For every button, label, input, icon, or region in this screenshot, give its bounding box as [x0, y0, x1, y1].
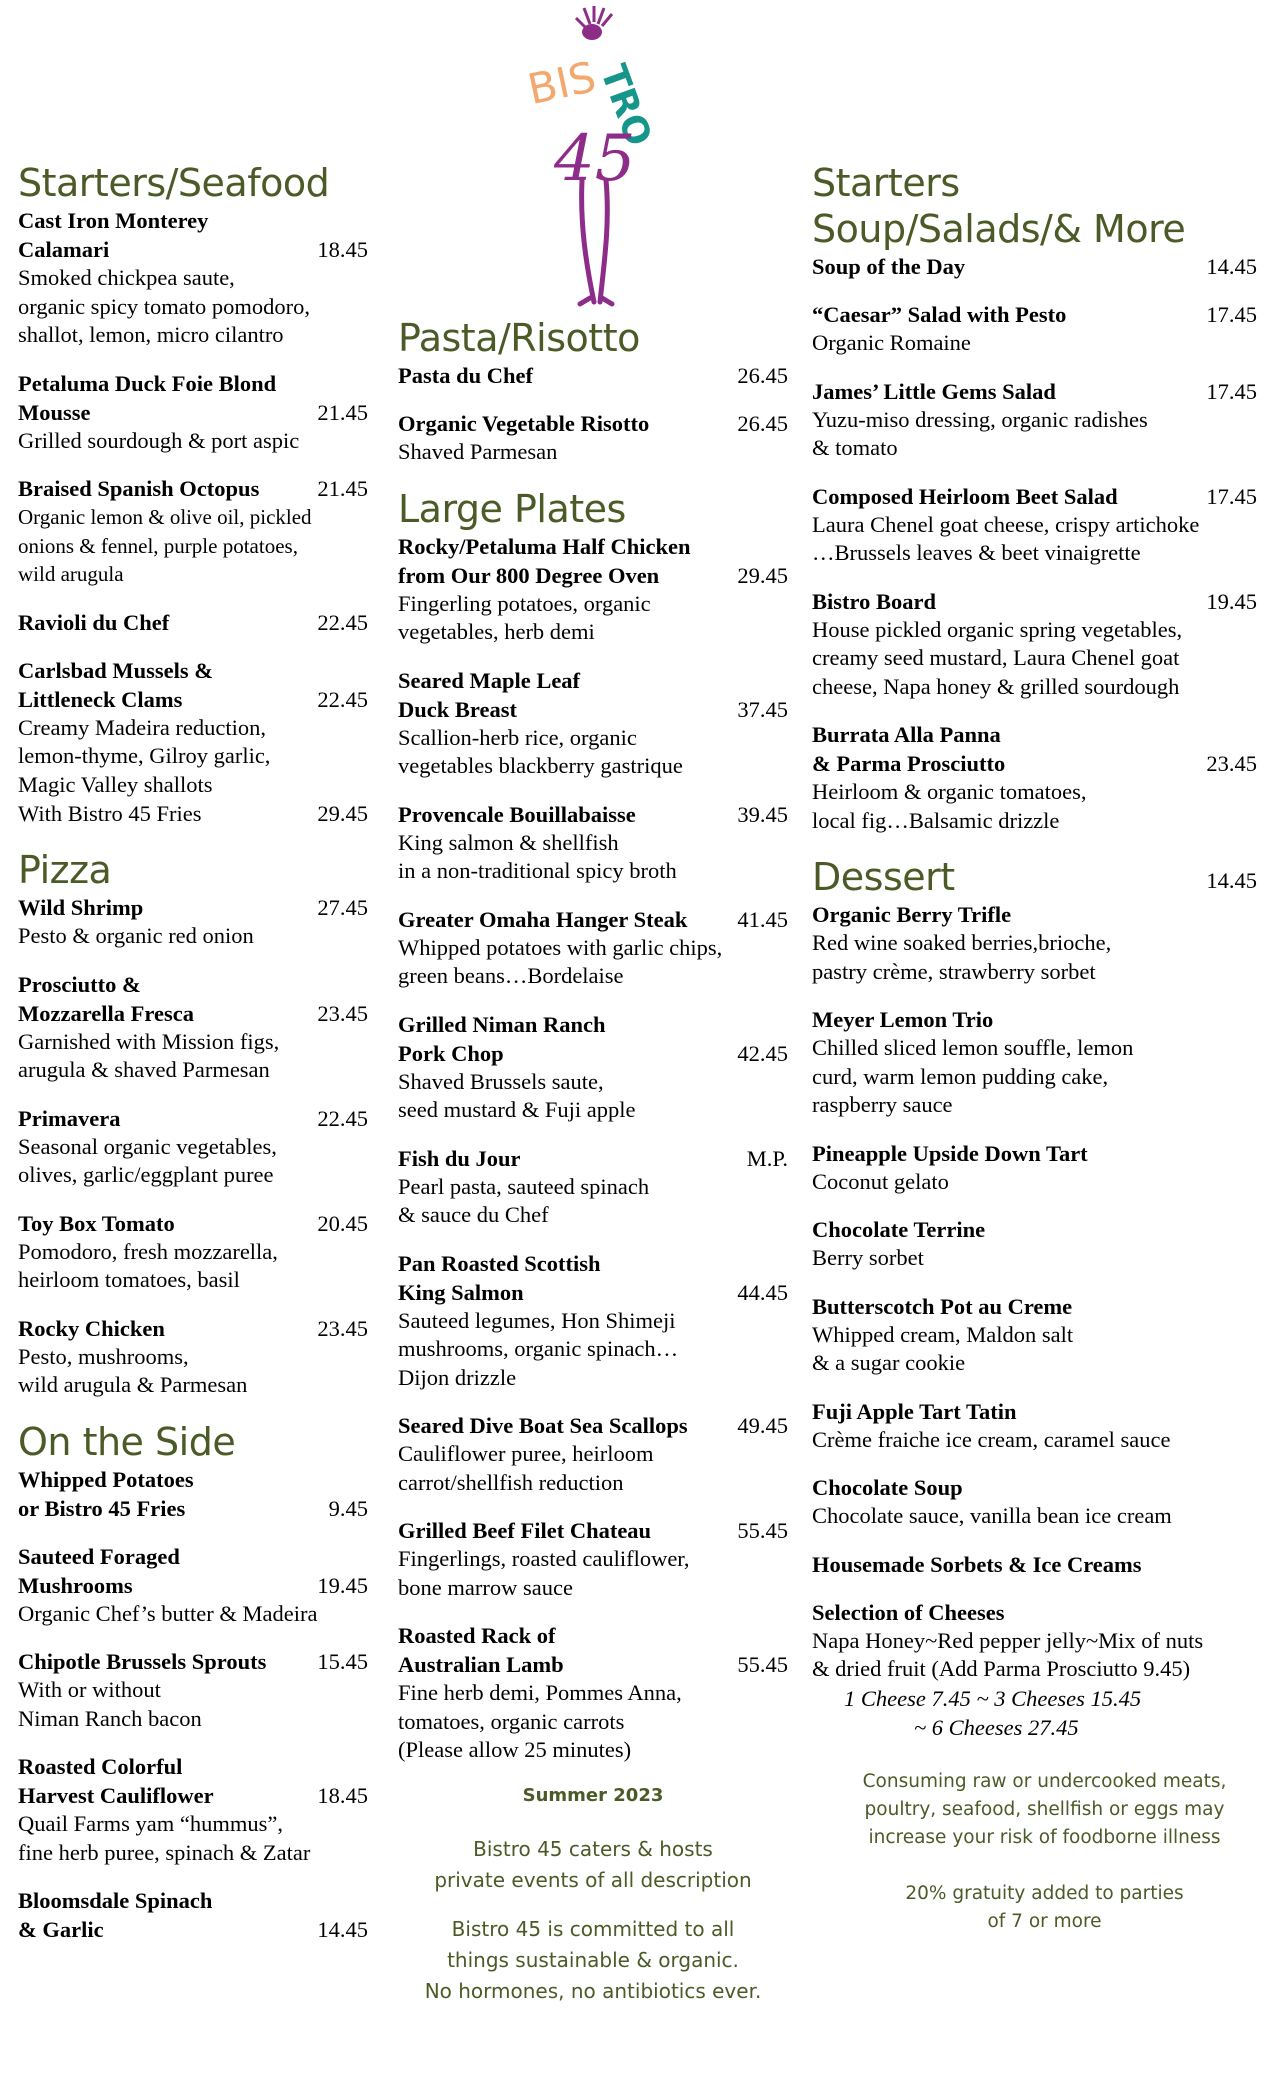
menu-item-price: 26.45 [737, 363, 788, 388]
section-title-pasta-risotto: Pasta/Risotto [398, 316, 640, 360]
middle-footer [398, 1784, 788, 2007]
menu-item-name: Grilled Niman Ranch [398, 1011, 606, 1037]
menu-item [398, 409, 788, 467]
menu-item-name: Toy Box Tomato [18, 1210, 175, 1236]
menu-item-price: 17.45 [1206, 378, 1257, 404]
cheese-pricing-line: ~ 6 Cheeses 27.45 [914, 1714, 1079, 1740]
menu-item-name: Chocolate Soup [812, 1475, 963, 1500]
left-column [18, 160, 368, 1963]
menu-item-header [18, 369, 368, 427]
menu-item-description: Organic Chef’s butter & Madeira [18, 1600, 318, 1626]
section-title-soup-salads-more: Soup/Salads/& More [812, 207, 1186, 251]
menu-item-description: Chocolate sauce, vanilla bean ice cream [812, 1503, 1172, 1528]
menu-item-header [18, 1752, 368, 1810]
menu-item-header [18, 206, 368, 264]
menu-item-price: 22.45 [317, 686, 368, 712]
menu-item-name: Butterscotch Pot au Creme [812, 1293, 1073, 1319]
menu-item-name: Mushrooms [18, 1572, 133, 1598]
menu-item [18, 1647, 368, 1733]
menu-item-header [18, 1886, 368, 1944]
gratuity-note: 20% gratuity added to parties of 7 or more [905, 1882, 1184, 1932]
menu-item-header [18, 893, 368, 922]
menu-item [18, 893, 368, 951]
section-title-on-the-side: On the Side [18, 1419, 236, 1464]
menu-item-name: Pineapple Upside Down Tart [812, 1140, 1088, 1166]
menu-item-description: Laura Chenel goat cheese, crispy artichoke …Brussels leaves & beet vinaigrette [812, 511, 1200, 565]
menu-item-name: from Our 800 Degree Oven [398, 562, 660, 588]
menu-item-description: Organic Romaine [812, 330, 971, 355]
menu-item-header [812, 482, 1257, 511]
menu-item-description: Grilled sourdough & port aspic [18, 427, 300, 453]
menu-item [18, 1209, 368, 1295]
menu-item-name: Seared Dive Boat Sea Scallops [398, 1413, 688, 1438]
menu-item-header [398, 361, 788, 390]
menu-item-price: 19.45 [317, 1572, 368, 1598]
menu-item [18, 369, 368, 456]
menu-item-description: Berry sorbet [812, 1245, 924, 1270]
menu-item-description: Fingerlings, roasted cauliflower, bone marrow sauce [398, 1546, 690, 1600]
menu-item-description: Crème fraiche ice cream, caramel sauce [812, 1426, 1171, 1452]
menu-item-name: Fish du Jour [398, 1145, 521, 1171]
section-title-starters-seafood: Starters/Seafood [18, 161, 330, 205]
menu-item [18, 1465, 368, 1523]
sustainability-note: Bistro 45 is committed to all things sustainable & organic. No hormones, no antibiotics ever. [424, 1916, 762, 2003]
menu-item-name: or Bistro 45 Fries [18, 1495, 186, 1521]
menu-item-name: Meyer Lemon Trio [812, 1007, 994, 1032]
menu-item-name: Petaluma Duck Foie Blond [18, 370, 277, 396]
menu-item-description: Scallion-herb rice, organic vegetables blackberry gastrique [398, 724, 683, 778]
menu-item [812, 300, 1257, 358]
menu-item-name: Burrata Alla Panna [812, 722, 1001, 747]
menu-item-description: Garnished with Mission figs, arugula & shaved Parmesan [18, 1028, 280, 1082]
menu-item [398, 1249, 788, 1393]
menu-item-description: Coconut gelato [812, 1168, 949, 1194]
menu-item-name: Pan Roasted Scottish [398, 1250, 601, 1276]
menu-item-header [398, 409, 788, 438]
menu-item-header [398, 532, 788, 590]
menu-item-header [812, 587, 1257, 616]
menu-item-header [398, 1010, 788, 1068]
menu-item [812, 587, 1257, 702]
menu-item-name: Roasted Colorful [18, 1754, 183, 1779]
menu-item [398, 800, 788, 886]
menu-item-header [398, 1411, 788, 1440]
menu-item-description: Heirloom & organic tomatoes, local fig…Balsamic drizzle [812, 779, 1087, 833]
menu-item [812, 1292, 1257, 1378]
menu-item-header [398, 1144, 788, 1173]
menu-item-description: Whipped potatoes with garlic chips, green beans…Bordelaise [398, 934, 723, 988]
menu-item-description: Red wine soaked berries,brioche, pastry crème, strawberry sorbet [812, 930, 1112, 984]
right-footer [812, 1768, 1257, 1936]
menu-item-name: Provencale Bouillabaisse [398, 801, 636, 827]
menu-item-name: Chocolate Terrine [812, 1217, 986, 1242]
menu-item-price: M.P. [746, 1145, 788, 1171]
menu-item-header [812, 1139, 1257, 1168]
menu-item [812, 482, 1257, 568]
menu-item-addon: With Bistro 45 Fries 29.45 [18, 801, 368, 826]
menu-item [812, 1598, 1257, 1742]
menu-item-name: Organic Vegetable Risotto [398, 411, 650, 436]
menu-item-description: Fingerling potatoes, organic vegetables, herb demi [398, 590, 651, 644]
menu-item-description: Yuzu-miso dressing, organic radishes & tomato [812, 406, 1148, 460]
menu-item-price: 9.45 [328, 1495, 368, 1521]
menu-item-name: Bloomsdale Spinach [18, 1888, 213, 1913]
menu-item-name: Pasta du Chef [398, 363, 534, 388]
menu-item [398, 905, 788, 991]
menu-item-description: King salmon & shellfish in a non-traditional spicy broth [398, 829, 677, 883]
menu-item-price: 55.45 [737, 1652, 788, 1677]
menu-item-name: Soup of the Day [812, 254, 966, 279]
menu-item [812, 1005, 1257, 1120]
menu-item [18, 656, 368, 829]
menu-item-name: Ravioli du Chef [18, 609, 170, 635]
menu-item-header [812, 377, 1257, 406]
section-title-large-plates: Large Plates [398, 486, 626, 531]
menu-item-description: Pearl pasta, sauteed spinach & sauce du Chef [398, 1173, 650, 1227]
menu-item-name: Roasted Rack of [398, 1623, 556, 1648]
menu-item-header [398, 1621, 788, 1679]
menu-item-price: 14.45 [1206, 254, 1257, 279]
menu-item [18, 1104, 368, 1190]
section-title-pizza: Pizza [18, 848, 112, 892]
menu-item-name: & Parma Prosciutto [812, 751, 1006, 776]
menu-item-name: Duck Breast [398, 696, 517, 722]
right-column [812, 160, 1257, 1936]
menu-item-name: Australian Lamb [398, 1652, 564, 1677]
menu-item [18, 1886, 368, 1944]
menu-item-price: 15.45 [317, 1649, 368, 1674]
menu-item-header [812, 1005, 1257, 1034]
menu-item-header [18, 1647, 368, 1676]
menu-item-description: Pesto, mushrooms, wild arugula & Parmesan [18, 1343, 248, 1397]
menu-item-price: 23.45 [317, 1315, 368, 1341]
menu-item-name: Housemade Sorbets & Ice Creams [812, 1551, 1142, 1577]
menu-item-header [18, 474, 368, 503]
menu-item [812, 1550, 1257, 1579]
menu-item-header [18, 1465, 368, 1523]
section-title-starters: Starters [812, 161, 960, 205]
menu-item-price: 44.45 [737, 1279, 788, 1305]
menu-item [398, 361, 788, 390]
logo-tro: TRO [591, 59, 659, 152]
menu-item-header [18, 970, 368, 1028]
menu-item-header [812, 252, 1257, 281]
menu-item-header [18, 1314, 368, 1343]
logo-bis: BIS [523, 52, 601, 115]
menu-item [18, 1542, 368, 1629]
menu-item [398, 1516, 788, 1602]
menu-item-name: Sauteed Foraged [18, 1543, 180, 1569]
menu-item [18, 608, 368, 637]
season-label: Summer 2023 [522, 1784, 664, 1806]
menu-item-description: Chilled sliced lemon souffle, lemon curd, warm lemon pudding cake, raspberry sauce [812, 1035, 1134, 1117]
menu-item-description: Pomodoro, fresh mozzarella, heirloom tomatoes, basil [18, 1238, 278, 1292]
menu-item-header [812, 900, 1257, 929]
menu-item-name: Seared Maple Leaf [398, 667, 581, 693]
menu-item-price: 26.45 [737, 411, 788, 436]
foodborne-warning: Consuming raw or undercooked meats, poultry, seafood, shellfish or eggs may increase your risk of foodborne illness [862, 1770, 1227, 1848]
section-title-dessert: Dessert [812, 855, 955, 899]
menu-item-price: 18.45 [317, 237, 368, 262]
menu-item-price: 17.45 [1206, 302, 1257, 327]
menu-item [398, 666, 788, 781]
section-large-plates [398, 532, 788, 1765]
menu-item-header [812, 1292, 1257, 1321]
menu-item-header [398, 666, 788, 724]
middle-column [398, 315, 788, 2025]
menu-item-description: Seasonal organic vegetables, olives, garlic/eggplant puree [18, 1133, 277, 1187]
menu-item [18, 1752, 368, 1867]
menu-item [812, 720, 1257, 835]
menu-item [398, 1621, 788, 1765]
menu-item-addon-price: 29.45 [317, 801, 368, 826]
menu-item-price: 22.45 [317, 609, 368, 635]
menu-item-price: 42.45 [737, 1040, 788, 1066]
menu-item-price: 55.45 [737, 1518, 788, 1543]
menu-item-header [18, 1104, 368, 1133]
menu-item-name: Pork Chop [398, 1040, 504, 1066]
menu-item-header [812, 1598, 1257, 1627]
menu-item-price: 14.45 [317, 1917, 368, 1942]
menu-item-name: Primavera [18, 1105, 121, 1131]
section-dessert [812, 900, 1257, 1742]
menu-item-header [812, 1215, 1257, 1244]
menu-item-name: Fuji Apple Tart Tatin [812, 1398, 1017, 1424]
menu-item [812, 1139, 1257, 1197]
menu-item-name: Littleneck Clams [18, 686, 183, 712]
menu-item-header [812, 1550, 1257, 1579]
menu-item-name: Greater Omaha Hanger Steak [398, 906, 688, 932]
menu-item-name: Prosciutto & [18, 971, 141, 997]
menu-item-name: Mousse [18, 399, 91, 425]
menu-item [812, 1473, 1257, 1531]
menu-item-description: Pesto & organic red onion [18, 923, 254, 948]
menu-item-header [398, 800, 788, 829]
menu-item-header [812, 1473, 1257, 1502]
menu-item-header [18, 608, 368, 637]
menu-item-name: Bistro Board [812, 588, 936, 614]
logo-45: 45 [554, 122, 636, 196]
menu-item [18, 206, 368, 350]
menu-item-name: Rocky Chicken [18, 1315, 165, 1341]
menu-item-description: Shaved Brussels saute, seed mustard & Fuji apple [398, 1068, 636, 1122]
menu-item-header [18, 656, 368, 714]
menu-item [18, 474, 368, 589]
menu-item-price: 39.45 [737, 801, 788, 827]
menu-item-header [398, 905, 788, 934]
menu-item-header [18, 1542, 368, 1600]
menu-item-price: 17.45 [1206, 483, 1257, 509]
menu-item-name: Cast Iron Monterey [18, 208, 209, 233]
menu-item-name: Braised Spanish Octopus [18, 476, 260, 501]
menu-item-name: Rocky/Petaluma Half Chicken [398, 533, 691, 559]
menu-item-description: Smoked chickpea saute, organic spicy tomato pomodoro, shallot, lemon, micro cilantro [18, 265, 311, 347]
menu-item-price: 21.45 [317, 399, 368, 425]
menu-item [398, 1144, 788, 1230]
menu-item-description: Shaved Parmesan [398, 439, 558, 464]
bistro-45-logo-icon [520, 4, 660, 310]
menu-item [812, 252, 1257, 281]
catering-note: Bistro 45 caters & hosts private events of all description [434, 1836, 752, 1892]
menu-item-description: Creamy Madeira reduction, lemon-thyme, Gilroy garlic, Magic Valley shallots [18, 714, 271, 797]
section-pizza [18, 893, 368, 1400]
menu-item-description: Napa Honey~Red pepper jelly~Mix of nuts & dried fruit (Add Parma Prosciutto 9.45) [812, 1627, 1204, 1681]
menu-item-name: Organic Berry Trifle [812, 902, 1012, 927]
section-on-the-side [18, 1465, 368, 1945]
menu-item [18, 970, 368, 1085]
menu-item-name: Chipotle Brussels Sprouts [18, 1649, 267, 1674]
menu-item-description: House pickled organic spring vegetables, creamy seed mustard, Laura Chenel goat cheese, Napa honey & grilled sourdough [812, 616, 1183, 699]
menu-item-price: 49.45 [737, 1413, 788, 1438]
menu-item-name: Mozzarella Fresca [18, 1000, 194, 1026]
menu-item-name: Wild Shrimp [18, 895, 144, 920]
menu-item-price: 37.45 [737, 696, 788, 722]
menu-item-description: Fine herb demi, Pommes Anna, tomatoes, organic carrots (Please allow 25 minutes) [398, 1680, 682, 1762]
menu-item [812, 1215, 1257, 1273]
menu-item [812, 377, 1257, 463]
menu-item-price: 21.45 [317, 476, 368, 501]
menu-item-description: Whipped cream, Maldon salt & a sugar cookie [812, 1321, 1074, 1375]
menu-item-price: 27.45 [317, 895, 368, 920]
menu-item-price: 23.45 [1206, 751, 1257, 776]
menu-item-description: Organic lemon & olive oil, pickled onions & fennel, purple potatoes, wild arugula [18, 505, 312, 586]
menu-item-header [812, 300, 1257, 329]
section-pasta-risotto [398, 361, 788, 467]
menu-item-header [812, 1397, 1257, 1426]
menu-item-name: Harvest Cauliflower [18, 1783, 214, 1808]
menu-item [18, 1314, 368, 1400]
menu-item-header [18, 1209, 368, 1238]
menu-item-price: 29.45 [737, 562, 788, 588]
menu-item-description: Sauteed legumes, Hon Shimeji mushrooms, organic spinach… Dijon drizzle [398, 1307, 679, 1390]
menu-item-description: Cauliflower puree, heirloom carrot/shellfish reduction [398, 1441, 654, 1495]
menu-item-name: & Garlic [18, 1917, 104, 1942]
menu-item-name: Whipped Potatoes [18, 1466, 194, 1492]
menu-item-name: Selection of Cheeses [812, 1599, 1005, 1625]
menu-item-name: Carlsbad Mussels & [18, 657, 214, 683]
cheese-pricing-line: 1 Cheese 7.45 ~ 3 Cheeses 15.45 [844, 1685, 1142, 1711]
menu-item-price: 23.45 [317, 1000, 368, 1026]
menu-item-name: James’ Little Gems Salad [812, 378, 1056, 404]
menu-item [812, 900, 1257, 986]
dessert-price: 14.45 [1206, 868, 1257, 893]
menu-item-price: 22.45 [317, 1105, 368, 1131]
menu-item-price: 20.45 [317, 1210, 368, 1236]
menu-item-header [398, 1249, 788, 1307]
menu-item-price: 18.45 [317, 1783, 368, 1808]
menu-item-name: King Salmon [398, 1279, 524, 1305]
menu-item-name: “Caesar” Salad with Pesto [812, 302, 1067, 327]
menu-item [398, 532, 788, 647]
menu-item [398, 1010, 788, 1125]
section-starters-seafood [18, 206, 368, 828]
menu-item-price: 19.45 [1206, 588, 1257, 614]
menu-item-header [812, 720, 1257, 778]
menu-item-description: Quail Farms yam “hummus”, fine herb puree, spinach & Zatar [18, 1811, 311, 1865]
section-soup-salads [812, 252, 1257, 835]
menu-item [812, 1397, 1257, 1455]
menu-item-name: Calamari [18, 237, 110, 262]
menu-item-price: 41.45 [737, 906, 788, 932]
menu-item-name: Composed Heirloom Beet Salad [812, 483, 1118, 509]
menu-item-header [398, 1516, 788, 1545]
bistro-45-logo [520, 4, 660, 310]
menu-item-name: Grilled Beef Filet Chateau [398, 1518, 652, 1543]
menu-item-description: With or without Niman Ranch bacon [18, 1677, 202, 1731]
menu-item [398, 1411, 788, 1497]
